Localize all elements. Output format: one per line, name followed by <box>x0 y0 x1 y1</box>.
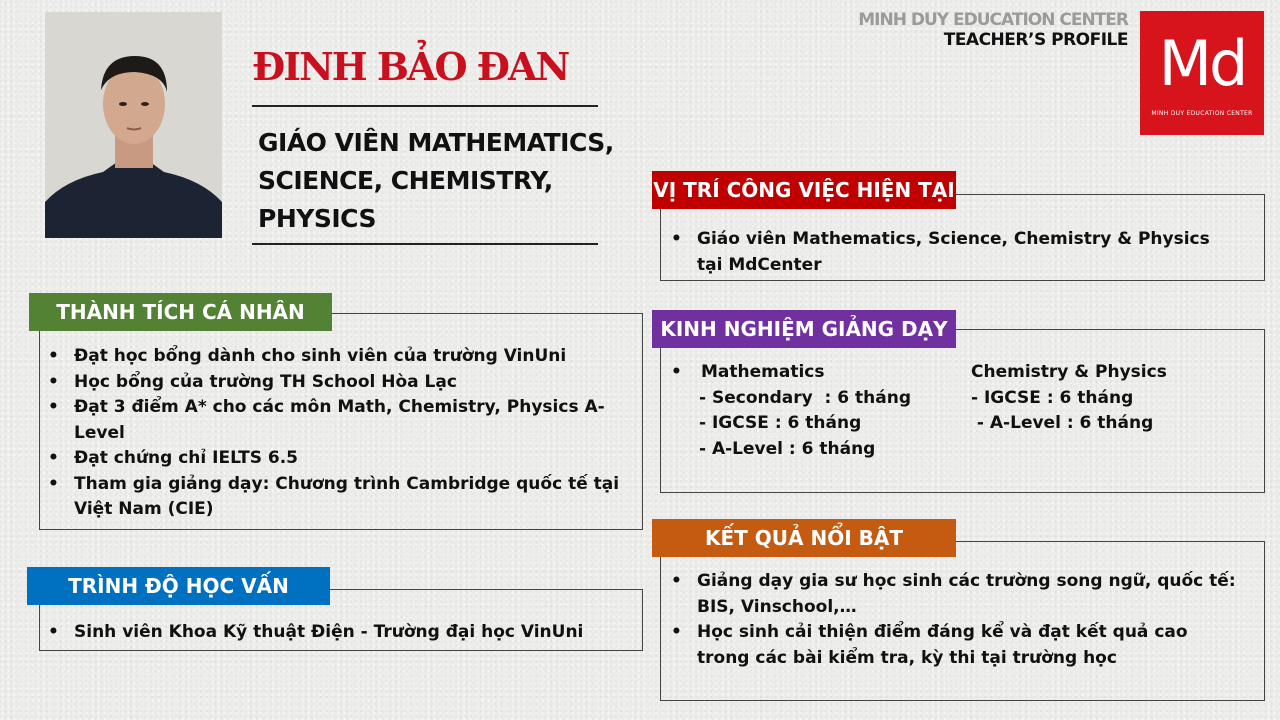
list-item: • Học sinh cải thiện điểm đáng kể và đạt kết quả cao trong các bài kiểm tra, kỳ thi tại trường học <box>671 620 1241 671</box>
center-name: MINH DUY EDUCATION CENTER <box>858 10 1128 30</box>
results-box <box>660 541 1265 701</box>
education-list <box>48 620 626 646</box>
experience-heading: KINH NGHIỆM GIẢNG DẠY <box>652 310 956 348</box>
name-divider-top <box>252 105 598 107</box>
experience-box <box>660 329 1265 493</box>
current-position-heading: VỊ TRÍ CÔNG VIỆC HIỆN TẠI <box>652 171 956 209</box>
portrait-image <box>45 12 222 238</box>
math-label: Mathematics <box>701 362 825 382</box>
achievements-box <box>39 313 643 530</box>
list-item: • Đạt học bổng dành cho sinh viên của trường VinUni <box>48 344 626 370</box>
results-list <box>671 569 1241 671</box>
math-line: - A-Level : 6 tháng <box>699 438 876 459</box>
teacher-photo <box>45 12 222 238</box>
chem-label: Chemistry & Physics <box>971 362 1167 382</box>
chem-line: - IGCSE : 6 tháng <box>971 387 1134 408</box>
list-item: • Đạt chứng chỉ IELTS 6.5 <box>48 446 626 472</box>
list-item: • Tham gia giảng dạy: Chương trình Cambridge quốc tế tại Việt Nam (CIE) <box>48 472 626 523</box>
results-heading: KẾT QUẢ NỔI BẬT <box>652 519 956 557</box>
chem-line: - A-Level : 6 tháng <box>971 413 1154 433</box>
md-logo <box>1140 11 1264 135</box>
name-divider-bottom <box>252 243 598 245</box>
list-item: • Giảng dạy gia sư học sinh các trường song ngữ, quốc tế: BIS, Vinschool,… <box>671 569 1241 620</box>
current-position-list <box>671 227 1231 278</box>
list-item: • Đạt 3 điểm A* cho các môn Math, Chemistry, Physics A-Level <box>48 395 626 446</box>
title-line: SCIENCE, CHEMISTRY, <box>258 166 553 195</box>
title-line: GIÁO VIÊN MATHEMATICS, <box>258 128 614 157</box>
education-heading: TRÌNH ĐỘ HỌC VẤN <box>27 567 330 605</box>
achievements-heading: THÀNH TÍCH CÁ NHÂN <box>29 293 332 331</box>
math-line: - Secondary : 6 tháng <box>699 387 911 408</box>
list-item: • Học bổng của trường TH School Hòa Lạc <box>48 370 626 396</box>
achievements-list <box>48 344 626 523</box>
experience-math <box>671 360 911 462</box>
teacher-title <box>258 124 638 238</box>
bullet: • <box>671 362 682 382</box>
title-line: PHYSICS <box>258 204 376 233</box>
logo-subtext: MINH DUY EDUCATION CENTER <box>1151 110 1253 117</box>
logo-mark: Md <box>1158 27 1246 100</box>
math-line: - IGCSE : 6 tháng <box>699 413 862 433</box>
profile-label: TEACHER’S PROFILE <box>943 30 1128 50</box>
list-item: • Sinh viên Khoa Kỹ thuật Điện - Trường đại học VinUni <box>48 620 626 646</box>
teacher-name: ĐINH BẢO ĐAN <box>252 44 569 89</box>
experience-chem-physics <box>971 360 1167 437</box>
list-item: • Giáo viên Mathematics, Science, Chemistry & Physics tại MdCenter <box>671 227 1231 278</box>
